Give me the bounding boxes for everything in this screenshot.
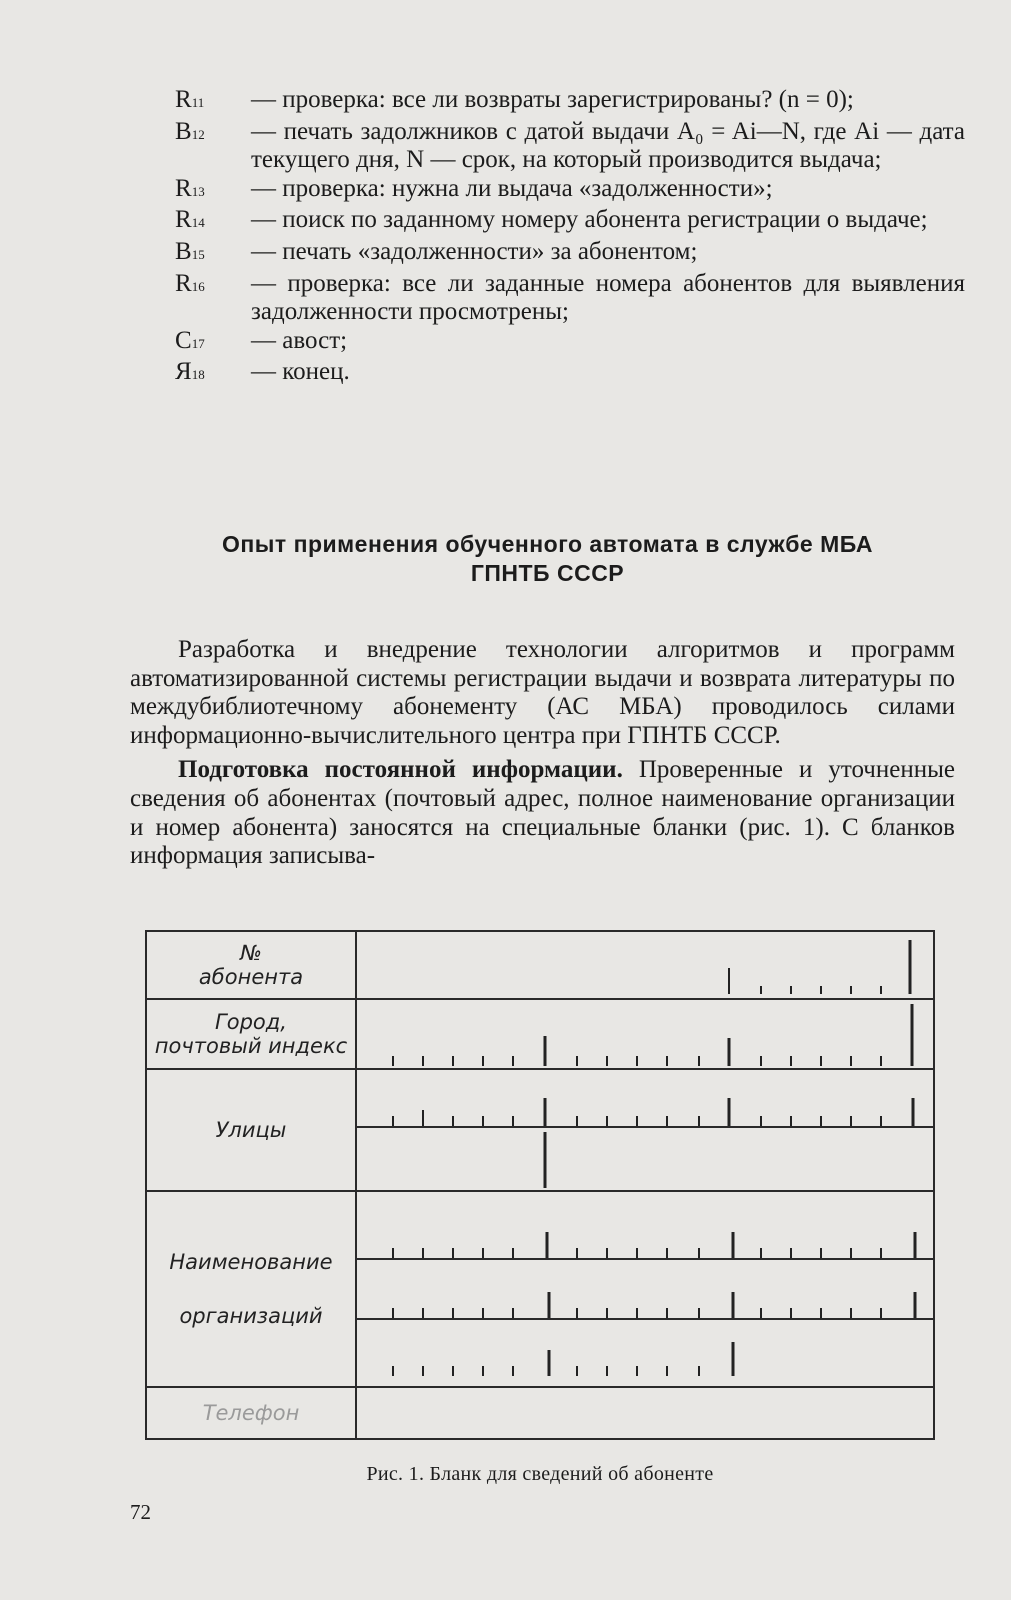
tick-marks: [357, 1070, 933, 1190]
definition-row: [175, 86, 965, 118]
form-fields-phone: [357, 1388, 933, 1438]
heading-line-1: Опыт применения обученного автомата в службе МБА: [221, 531, 874, 557]
tick-marks: [357, 1000, 933, 1068]
definition-row: [175, 238, 965, 270]
page-number: 72: [130, 1500, 151, 1524]
form-row-phone: [147, 1388, 933, 1438]
definition-key: R13: [175, 174, 205, 202]
body-text: [130, 636, 955, 877]
heading-line-2: ГПНТБ СССР: [470, 560, 625, 586]
form-label-streets: [147, 1070, 357, 1190]
form-row-number: [147, 932, 933, 1000]
definition-text: — конец.: [251, 358, 350, 386]
form-label-phone: [147, 1388, 357, 1438]
definition-key: R11: [175, 86, 205, 113]
definition-row: [175, 175, 965, 207]
paragraph-2: [130, 756, 955, 870]
paragraph-2-text: Проверенные и уточненные сведения об абонентах (почтовый адрес, полное наименование организации и номер абонента) заносятся на специальные бланки (рис. 1). С бланков информация записыва-: [130, 756, 955, 870]
phone-label: Телефон: [202, 1401, 300, 1425]
form-row-organization: [147, 1192, 933, 1388]
definition-row: [175, 118, 965, 175]
form-fields-organization: [357, 1192, 933, 1386]
definition-text: — поиск по заданному номеру абонента регистрации о выдаче;: [251, 206, 928, 234]
tick-marks: [357, 932, 933, 998]
definition-row: [175, 270, 965, 327]
definition-text: — проверка: все ли возвраты зарегистрированы? (n = 0);: [251, 86, 854, 113]
subscriber-form: [145, 930, 935, 1440]
definition-row: [175, 206, 965, 238]
postal-index-label: почтовый индекс: [154, 1034, 348, 1058]
form-label-city: [147, 1000, 357, 1068]
organization-label-1: Наименование: [169, 1250, 333, 1274]
definition-row: [175, 358, 965, 390]
organization-label-2: организаций: [179, 1304, 323, 1328]
definition-key: R16: [175, 269, 205, 297]
form-label-number: [147, 932, 357, 998]
figure-caption: Рис. 1. Бланк для сведений об абоненте: [366, 1463, 714, 1485]
form-row-city: [147, 1000, 933, 1070]
definition-row: [175, 327, 965, 359]
definition-text: — проверка: все ли заданные номера абонентов для выявления задолженности просмотрены;: [251, 269, 965, 326]
definition-key: R14: [175, 206, 205, 234]
paragraph-1: Разработка и внедрение технологии алгоритмов и программ автоматизированной системы регистрации выдачи и возврата литературы по междубиблиотечному абонементу (АС МБА) проводилось силами информационно-вычислительного центра при ГПНТБ СССР.: [130, 636, 955, 749]
form-fields-number: [357, 932, 933, 998]
paragraph-2-lead: Подготовка постоянной информации.: [178, 756, 623, 784]
definition-key: C17: [175, 326, 205, 354]
form-fields-city: [357, 1000, 933, 1068]
definition-key: B15: [175, 237, 205, 265]
definition-key: B12: [175, 117, 205, 145]
form-fields-streets: [357, 1070, 933, 1190]
form-row-streets: [147, 1070, 933, 1192]
tick-marks: [357, 1192, 933, 1386]
definition-text: — печать задолжников с датой выдачи A₀ = Ai—N, где Ai — дата текущего дня, N — срок, на который производится выдача;: [251, 117, 965, 174]
streets-label: Улицы: [215, 1118, 287, 1142]
form-label-organization: [147, 1192, 357, 1386]
section-heading: [130, 530, 965, 588]
city-label: Город,: [215, 1010, 287, 1034]
definition-text: — авост;: [251, 326, 348, 354]
definition-key: Я18: [175, 358, 205, 386]
definition-text: — проверка: нужна ли выдача «задолженности»;: [251, 174, 773, 202]
definition-list: [175, 86, 965, 390]
number-label: абонента: [198, 965, 304, 989]
definition-text: — печать «задолженности» за абонентом;: [251, 237, 698, 265]
number-sign: №: [240, 941, 262, 965]
